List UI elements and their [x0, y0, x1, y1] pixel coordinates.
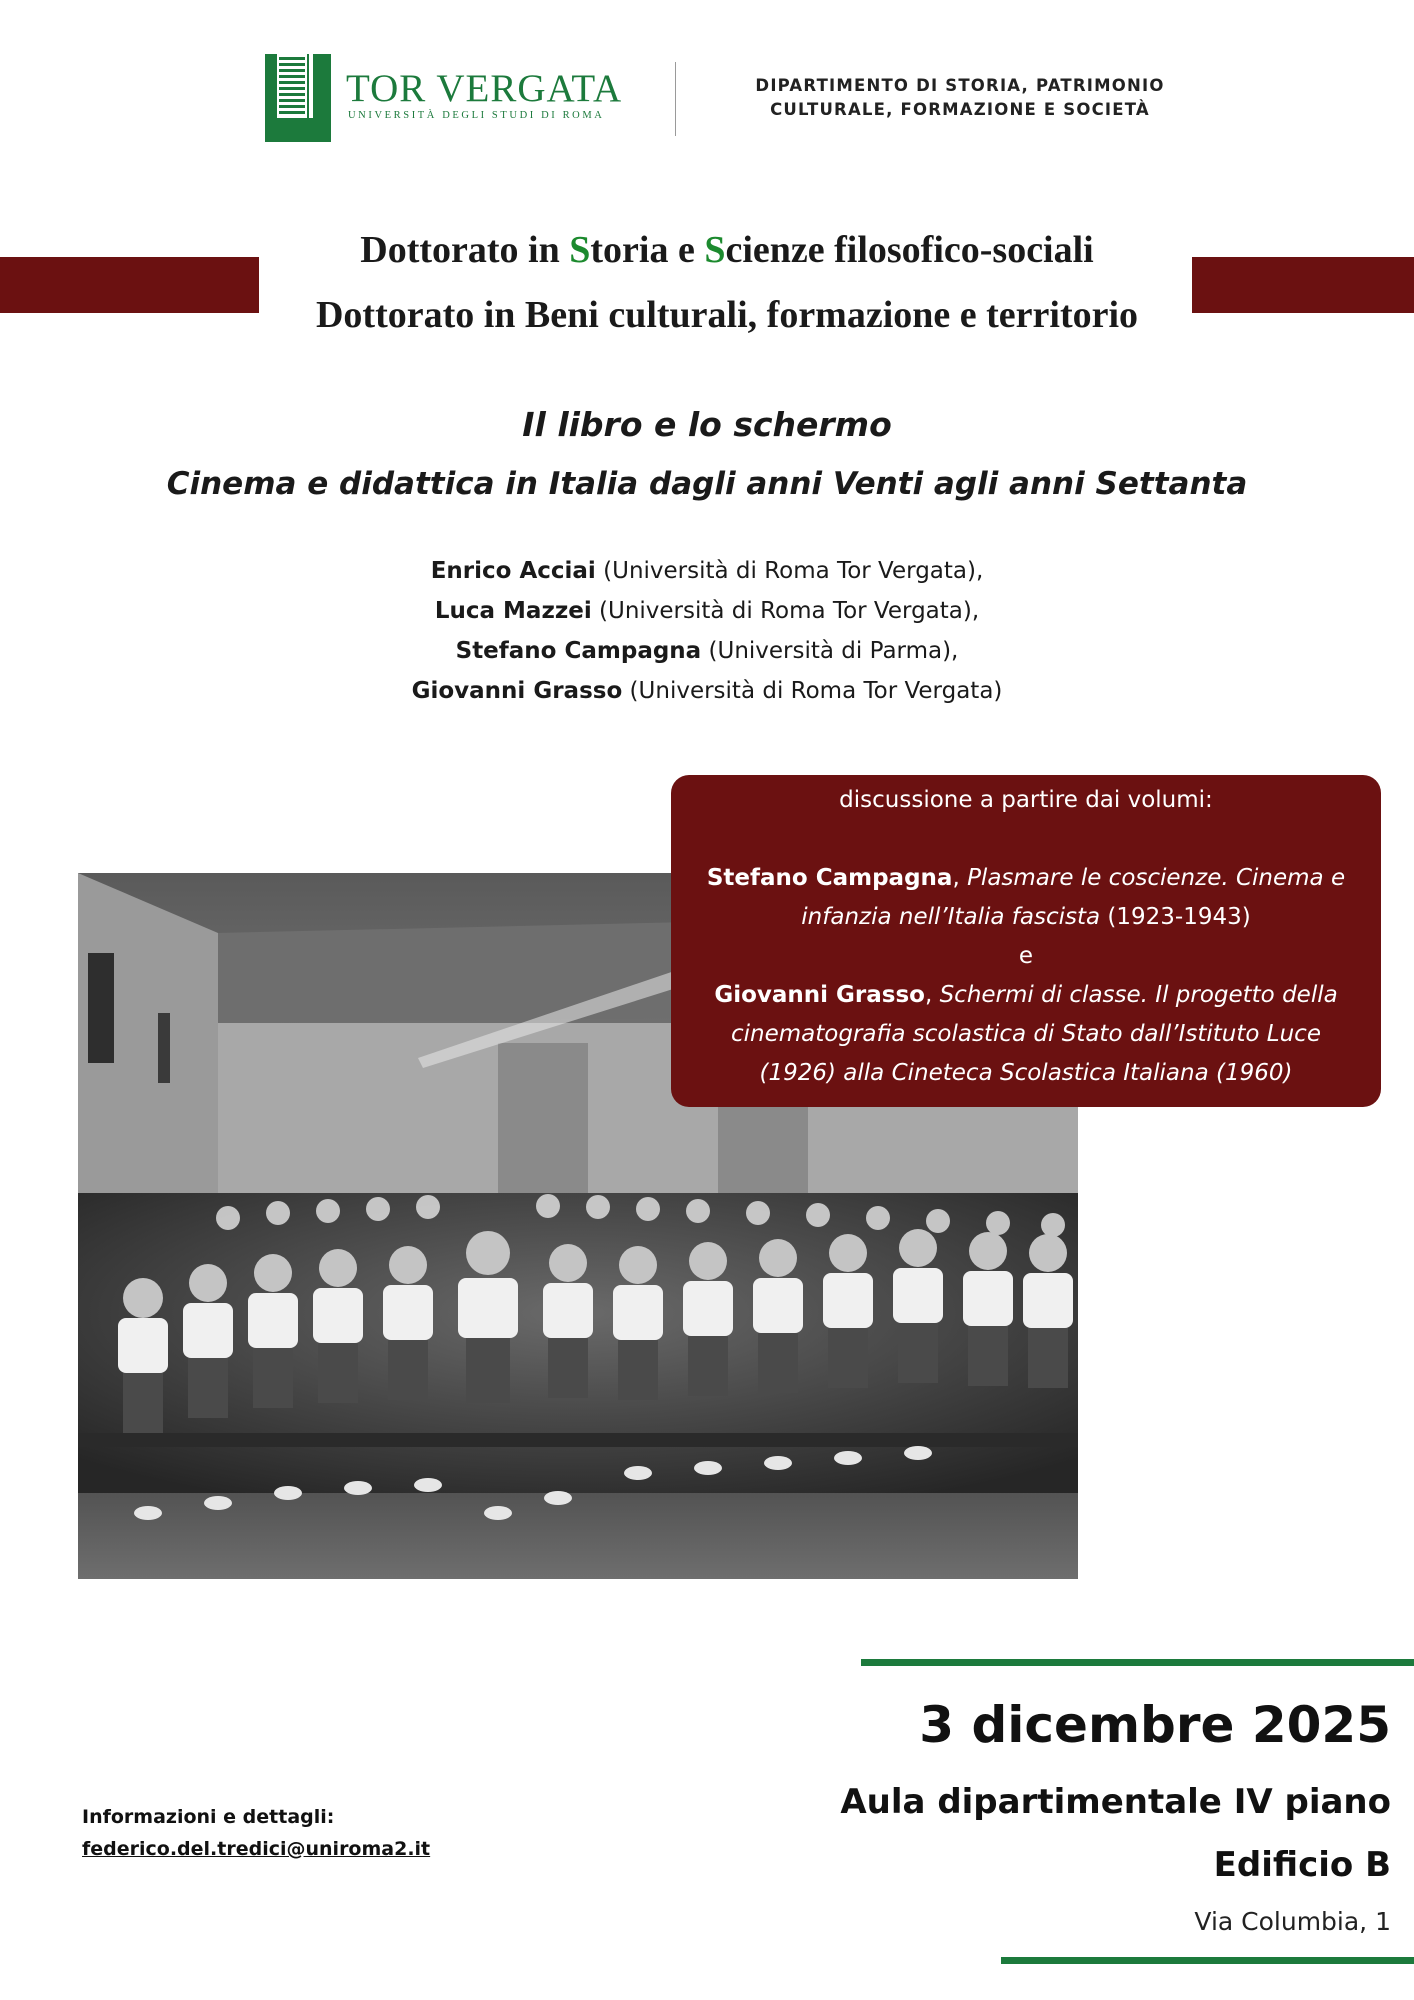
- department-name: [720, 74, 1200, 122]
- program-1-part-b: toria e: [590, 229, 705, 271]
- book-1-separator: ,: [952, 865, 968, 891]
- green-divider-bottom: [1001, 1957, 1414, 1964]
- event-room: Aula dipartimentale IV piano: [840, 1782, 1391, 1822]
- book-1-title-a: Plasmare le coscienze. Cinema e: [967, 865, 1346, 891]
- speakers-list: [0, 551, 1414, 711]
- speaker-affiliation: (Università di Parma),: [701, 638, 959, 664]
- speaker-item: [0, 631, 1414, 671]
- volumes-box: [671, 775, 1381, 1107]
- speaker-item: [0, 591, 1414, 631]
- book-1-line-1: [671, 859, 1381, 898]
- book-1-author: Stefano Campagna: [706, 865, 953, 891]
- volumes-conjunction: e: [1018, 943, 1034, 969]
- green-divider-top: [861, 1659, 1414, 1666]
- doctorate-program-2: Dottorato in Beni culturali, formazione e territorio: [315, 294, 1139, 336]
- event-subtitle: Cinema e didattica in Italia dagli anni Venti agli anni Settanta: [166, 466, 1248, 502]
- speaker-name: Giovanni Grasso: [411, 678, 623, 704]
- event-title: Il libro e lo schermo: [522, 405, 892, 444]
- speaker-affiliation: (Università di Roma Tor Vergata): [622, 678, 1003, 704]
- book-2-title-c: (1926) alla Cineteca Scolastica Italiana (1960): [759, 1060, 1293, 1086]
- speaker-name: Stefano Campagna: [455, 638, 702, 664]
- speaker-affiliation: (Università di Roma Tor Vergata),: [595, 558, 984, 584]
- speaker-affiliation: (Università di Roma Tor Vergata),: [591, 598, 980, 624]
- program-1-initial-s2: S: [704, 229, 726, 271]
- book-2-title-a: Schermi di classe. Il progetto della: [939, 982, 1338, 1008]
- contact-label: Informazioni e dettagli:: [82, 1806, 335, 1828]
- event-date: 3 dicembre 2025: [919, 1696, 1391, 1754]
- university-logo-subtitle: UNIVERSITÀ DEGLI STUDI DI ROMA: [348, 110, 605, 121]
- event-building: Edificio B: [1213, 1845, 1391, 1885]
- book-1-years: (1923-1943): [1100, 904, 1251, 930]
- speaker-item: [0, 551, 1414, 591]
- doctorate-program-1: [270, 228, 1184, 272]
- department-line-1: DIPARTIMENTO DI STORIA, PATRIMONIO: [755, 76, 1165, 95]
- book-2-separator: ,: [924, 982, 940, 1008]
- book-1-title-b: infanzia nell’Italia fascista: [801, 904, 1101, 930]
- program-1-part-a: Dottorato in: [360, 229, 570, 271]
- program-1-initial-s1: S: [569, 229, 591, 271]
- book-1-line-2: [671, 898, 1381, 937]
- header-divider: [675, 62, 676, 136]
- speaker-item: [0, 671, 1414, 711]
- volumes-intro: discussione a partire dai volumi:: [839, 787, 1213, 813]
- contact-email-link[interactable]: federico.del.tredici@uniroma2.it: [82, 1838, 431, 1860]
- book-2-title-b: cinematografia scolastica di Stato dall’Istituto Luce: [731, 1021, 1321, 1047]
- department-line-2: CULTURALE, FORMAZIONE E SOCIETÀ: [770, 100, 1150, 119]
- decorative-bar-left: [0, 257, 259, 313]
- program-1-part-c: cienze filosofico-sociali: [725, 229, 1094, 271]
- university-logo-icon: [265, 54, 331, 142]
- book-2-author: Giovanni Grasso: [714, 982, 925, 1008]
- decorative-bar-right: [1192, 257, 1414, 313]
- university-logo-name: TOR VERGATA: [346, 67, 623, 110]
- speaker-name: Enrico Acciai: [430, 558, 596, 584]
- event-address: Via Columbia, 1: [1194, 1907, 1391, 1936]
- book-2-line-1: [671, 976, 1381, 1015]
- speaker-name: Luca Mazzei: [434, 598, 592, 624]
